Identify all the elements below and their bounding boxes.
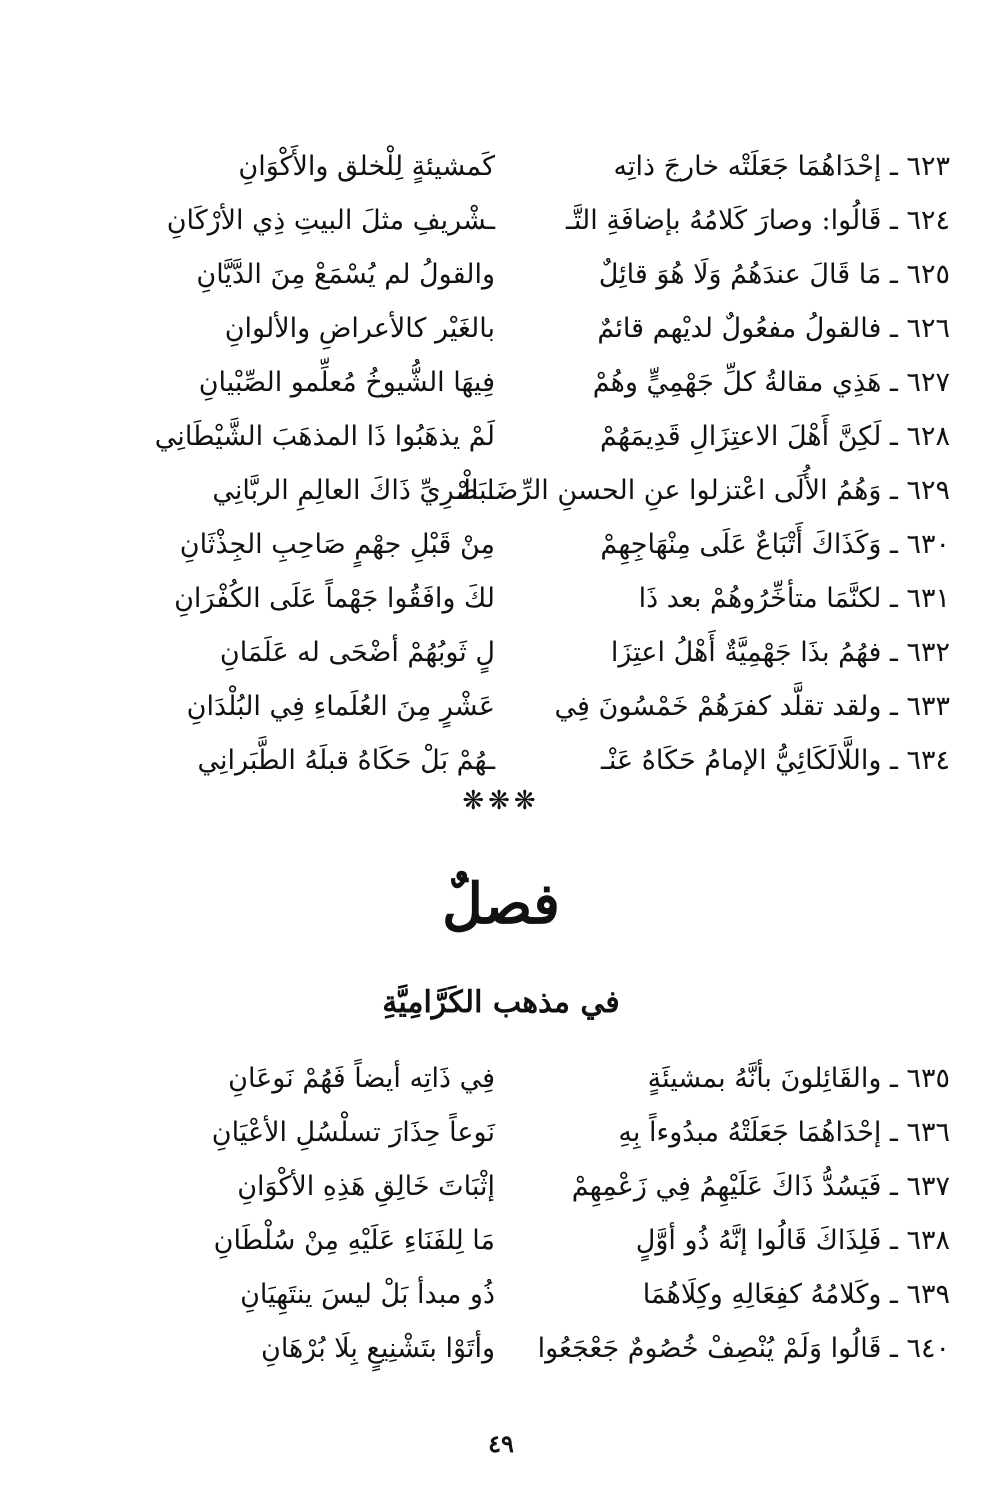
verse-second-hemistich: مَا لِلفَنَاءِ عَلَيْهِ مِنْ سُلْطَانِ — [213, 1225, 495, 1256]
verse-row — [70, 1268, 950, 1322]
verse-row — [70, 410, 950, 464]
verse-second-hemistich: عَشْرٍ مِنَ العُلَماءِ فِي البُلْدَانِ — [186, 691, 495, 722]
verse-second-hemistich: فِي ذَاتِه أيضاً فَهُمْ نَوعَانِ — [228, 1063, 495, 1094]
verse-second-hemistich: بالغَيْر كالأعراضِ والألوانِ — [224, 313, 495, 344]
verse-row — [70, 1052, 950, 1106]
verse-first-hemistich: ٦٣٢ ـ فهُمُ بذَا جَهْمِيَّةٌ أَهْلُ اعتِزَا — [610, 637, 950, 668]
verse-second-hemistich: لٍ ثَوبُهُمْ أضْحَى له عَلَمَانِ — [219, 637, 495, 668]
verse-first-hemistich: ٦٢٩ ـ وَهُمُ الأُلَى اعْتزلوا عنِ الحسنِ الرِّضَا الْـ — [454, 475, 950, 506]
verse-second-hemistich: وأتَوْا بتَشْنِيعٍ بِلَا بُرْهَانِ — [261, 1333, 495, 1364]
verse-row — [70, 464, 950, 518]
verse-second-hemistich: لكَ وافَقُوا جَهْماً عَلَى الكُفْرَانِ — [174, 583, 495, 614]
verse-first-hemistich: ٦٣١ ـ لكنَّمَا متأخِّرُوهُمْ بعد ذَا — [638, 583, 950, 614]
verse-row — [70, 1160, 950, 1214]
verse-row — [70, 356, 950, 410]
verse-second-hemistich: نَوعاً حِذَارَ تسلْسُلِ الأعْيَانِ — [211, 1117, 495, 1148]
verse-row — [70, 518, 950, 572]
page-number: ٤٩ — [488, 1429, 514, 1458]
verse-second-hemistich: لَمْ يذهَبُوا ذَا المذهَبَ الشَّيْطَانِي — [154, 421, 495, 452]
verse-second-hemistich: كَمشيئةٍ لِلْخلق والأَكْوَانِ — [238, 151, 495, 182]
verse-second-hemistich: مِنْ قَبْلِ جهْمٍ صَاحِبِ الجِذْثَانِ — [179, 529, 495, 560]
section-heading: فصلٌ — [442, 871, 560, 937]
verse-second-hemistich: ـبَصْرِيِّ ذَاكَ العالِمِ الربَّانِي — [212, 475, 495, 506]
verse-first-hemistich: ٦٣٤ ـ واللَّالَكَائِيُّ الإمامُ حَكَاهُ عَنْـ — [600, 745, 950, 776]
verse-first-hemistich: ٦٢٨ ـ لَكِنَّ أَهْلَ الاعتِزَالِ قَدِيمَهُمْ — [599, 421, 950, 452]
verse-row — [70, 194, 950, 248]
verse-first-hemistich: ٦٢٦ ـ فالقولُ مفعُولٌ لديْهم قائمٌ — [597, 313, 950, 344]
verse-first-hemistich: ٦٣٦ ـ إحْدَاهُمَا جَعَلَتْهُ مبدُوءاً بِهِ — [618, 1117, 950, 1148]
verse-first-hemistich: ٦٣٨ ـ فَلِذَاكَ قَالُوا إنَّهُ ذُو أوَّلٍ — [635, 1225, 950, 1256]
verse-row — [70, 302, 950, 356]
verse-row — [70, 1322, 950, 1376]
section-separator: ❋❋❋ — [462, 786, 540, 816]
verse-first-hemistich: ٦٢٤ ـ قَالُوا: وصارَ كَلامُهُ بإضافَةِ التَّـ — [565, 205, 950, 236]
verse-second-hemistich: ذُو مبدأ بَلْ ليسَ ينتَهِيَانِ — [240, 1279, 495, 1310]
verse-second-hemistich: فِيهَا الشُّيوخُ مُعلِّمو الصِّبْيانِ — [198, 367, 495, 398]
verses-section-2 — [70, 1052, 950, 1376]
verse-first-hemistich: ٦٣٥ ـ والقَائِلونَ بأنَّهُ بمشيئَةٍ — [647, 1063, 950, 1094]
verses-section-1 — [70, 140, 950, 788]
verse-first-hemistich: ٦٢٣ ـ إحْدَاهُمَا جَعَلَتْه خارجَ ذاتِه — [613, 151, 950, 182]
verse-second-hemistich: ـشْريفِ مثلَ البيتِ ذِي الأرْكَانِ — [166, 205, 495, 236]
verse-second-hemistich: والقولُ لم يُسْمَعْ مِنَ الدَّيَّانِ — [196, 259, 495, 290]
verse-first-hemistich: ٦٣٠ ـ وَكَذَاكَ أَتْبَاعٌ عَلَى مِنْهَاجِهِمْ — [600, 529, 950, 560]
verse-second-hemistich: ـهُمْ بَلْ حَكَاهُ قبلَهُ الطَّبَرانِي — [197, 745, 495, 776]
verse-first-hemistich: ٦٤٠ ـ قَالُوا وَلَمْ يُنْصِفْ خُصُومٌ جَعْجَعُوا — [537, 1333, 950, 1364]
verse-row — [70, 1106, 950, 1160]
section-subheading: في مذهب الكَرَّامِيَّةِ — [382, 985, 620, 1020]
verse-first-hemistich: ٦٢٧ ـ هَذِي مقالةُ كلِّ جَهْمِيٍّ وهُمْ — [592, 367, 950, 398]
verse-first-hemistich: ٦٢٥ ـ مَا قَالَ عندَهُمُ وَلَا هُوَ قائِلٌ — [598, 259, 950, 290]
verse-row — [70, 734, 950, 788]
verse-first-hemistich: ٦٣٩ ـ وكَلامُهُ كفِعَالِهِ وكِلَاهُمَا — [642, 1279, 950, 1310]
verse-row — [70, 572, 950, 626]
verse-second-hemistich: إثْبَاتَ خَالِقِ هَذِهِ الأكْوَانِ — [237, 1171, 495, 1202]
verse-row — [70, 680, 950, 734]
verse-row — [70, 140, 950, 194]
verse-row — [70, 248, 950, 302]
verse-first-hemistich: ٦٣٣ ـ ولقد تقلَّد كفرَهُمْ خَمْسُونَ فِي — [554, 691, 950, 722]
verse-row — [70, 626, 950, 680]
verse-first-hemistich: ٦٣٧ ـ فَيَسُدُّ ذَاكَ عَلَيْهِمُ فِي زَعْمِهِمْ — [571, 1171, 950, 1202]
verse-row — [70, 1214, 950, 1268]
